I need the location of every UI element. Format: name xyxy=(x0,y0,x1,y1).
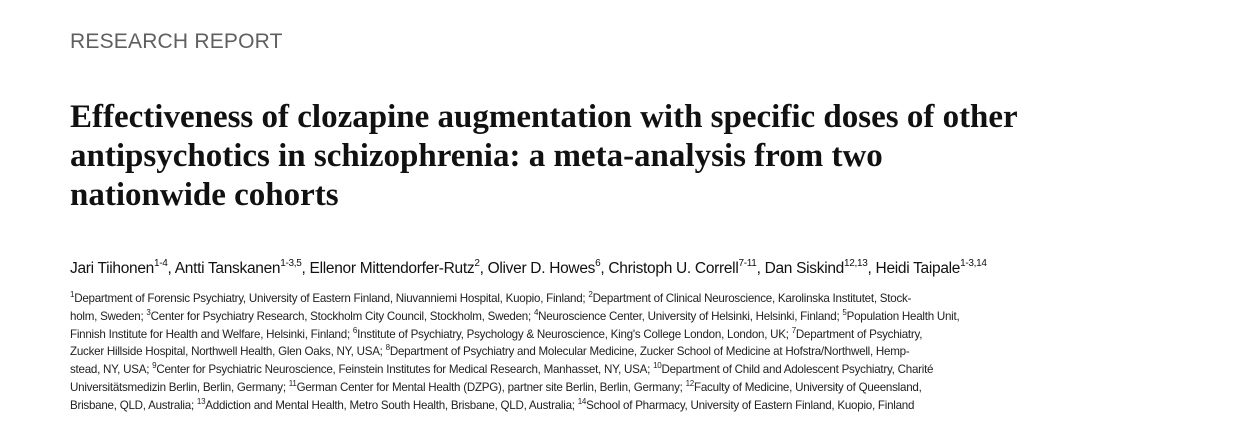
title-line: nationwide cohorts xyxy=(70,177,339,213)
author-name: Dan Siskind xyxy=(764,260,844,277)
affiliation-text: German Center for Mental Health (DZPG), partner site Berlin, Berlin, Germany; xyxy=(296,380,686,394)
author-name: Antti Tanskanen xyxy=(174,260,281,277)
affiliation-line xyxy=(70,290,1230,308)
affiliation-number: 5 xyxy=(842,307,847,317)
author xyxy=(70,260,168,277)
affiliation-text: Department of Forensic Psychiatry, University of Eastern Finland, Niuvanniemi Hospital, Kuopio, Finland; xyxy=(74,292,589,305)
affiliation-number: 6 xyxy=(352,325,358,335)
affiliation-text: Addiction and Mental Health, Metro South Health, Brisbane, QLD, Australia; xyxy=(205,398,578,412)
author-affiliation-numbers: 1-3,14 xyxy=(960,258,987,269)
affiliation-text: Neuroscience Center, University of Helsinki, Helsinki, Finland; xyxy=(538,309,843,323)
affiliation-line xyxy=(70,379,1230,397)
author-affiliation-numbers: 6 xyxy=(595,258,601,269)
author-affiliation-numbers: 12,13 xyxy=(844,258,868,269)
affiliation-text: Faculty of Medicine, University of Queensland, xyxy=(694,380,922,394)
affiliation-number: 9 xyxy=(152,361,157,371)
author-separator: , xyxy=(301,260,310,277)
affiliation-number: 14 xyxy=(577,396,587,406)
affiliation-text: Population Health Unit, xyxy=(846,309,960,323)
affiliation-line xyxy=(70,308,1230,326)
author-affiliation-numbers: 7-11 xyxy=(738,258,757,269)
affiliation-list xyxy=(70,290,1230,415)
affiliation-text: Universitätsmedizin Berlin, Berlin, Germany; xyxy=(70,380,289,394)
author-affiliation-numbers: 1-4 xyxy=(153,258,168,269)
author-list xyxy=(70,260,987,278)
affiliation-text: Center for Psychiatric Neuroscience, Feinstein Institutes for Medical Research, Manhasset, NY, USA; xyxy=(156,363,654,377)
affiliation-number: 1 xyxy=(70,290,75,299)
author xyxy=(310,260,480,277)
affiliation-number: 11 xyxy=(288,378,297,388)
affiliation-text: Department of Clinical Neuroscience, Karolinska Institutet, Stock- xyxy=(592,292,912,305)
affiliation-text: Institute of Psychiatry, Psychology & Neuroscience, King's College London, London, UK; xyxy=(357,327,792,341)
author-separator: , xyxy=(867,260,876,277)
affiliation-text: Center for Psychiatry Research, Stockholm City Council, Stockholm, Sweden; xyxy=(150,309,534,323)
affiliation-text: stead, NY, USA; xyxy=(70,363,153,377)
affiliation-text: Department of Child and Adolescent Psychiatry, Charité xyxy=(661,363,934,377)
affiliation-text: Brisbane, QLD, Australia; xyxy=(70,398,197,412)
affiliation-line xyxy=(70,326,1230,344)
affiliation-line xyxy=(70,343,1230,361)
affiliation-number: 7 xyxy=(791,325,796,335)
author xyxy=(175,260,302,277)
author-name: Heidi Taipale xyxy=(875,260,961,277)
affiliation-number: 3 xyxy=(146,307,151,317)
author-affiliation-numbers: 1-3,5 xyxy=(280,258,302,269)
author-separator: , xyxy=(756,260,765,277)
affiliation-text: Department of Psychiatry, xyxy=(795,327,923,341)
affiliation-number: 10 xyxy=(653,361,662,371)
author-separator: , xyxy=(167,260,175,277)
author xyxy=(765,260,868,277)
section-label: RESEARCH REPORT xyxy=(70,30,283,53)
author xyxy=(876,260,987,277)
author xyxy=(488,260,601,277)
author-separator: , xyxy=(479,260,488,277)
author-affiliation-numbers: 2 xyxy=(474,258,480,269)
author-name: Christoph U. Correll xyxy=(608,260,739,277)
affiliation-number: 2 xyxy=(588,290,593,299)
affiliation-text: Department of Psychiatry and Molecular Medicine, Zucker School of Medicine at Hofstra/Northwell, Hemp- xyxy=(389,345,910,359)
affiliation-text: School of Pharmacy, University of Eastern Finland, Kuopio, Finland xyxy=(586,398,915,412)
author-name: Jari Tiihonen xyxy=(70,260,154,277)
affiliation-text: Zucker Hillside Hospital, Northwell Health, Glen Oaks, NY, USA; xyxy=(70,345,386,359)
article-title xyxy=(70,98,1220,215)
author-name: Oliver D. Howes xyxy=(487,260,596,277)
title-line: antipsychotics in schizophrenia: a meta-analysis from two xyxy=(70,138,883,174)
affiliation-text: holm, Sweden; xyxy=(70,309,147,323)
affiliation-line xyxy=(70,361,1230,379)
affiliation-line xyxy=(70,397,1230,415)
author-separator: , xyxy=(600,260,609,277)
title-line: Effectiveness of clozapine augmentation with specific doses of other xyxy=(70,99,1018,135)
affiliation-number: 13 xyxy=(196,396,206,406)
affiliation-number: 4 xyxy=(533,307,539,317)
affiliation-text: Finnish Institute for Health and Welfare, Helsinki, Finland; xyxy=(70,327,353,341)
affiliation-number: 12 xyxy=(685,378,694,388)
author xyxy=(608,260,756,277)
affiliation-number: 8 xyxy=(385,343,390,353)
author-name: Ellenor Mittendorfer-Rutz xyxy=(309,260,475,277)
